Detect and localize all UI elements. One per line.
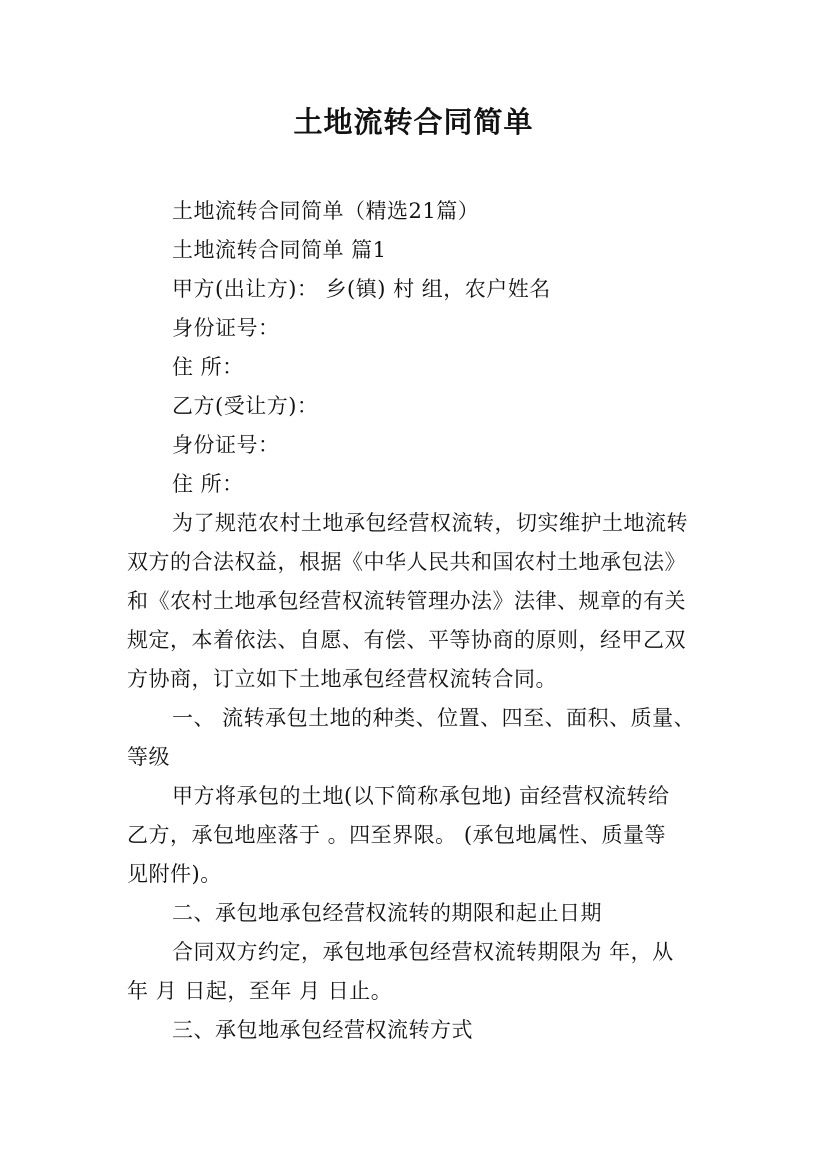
text-line: 年 月 日起，至年 月 日止。: [127, 979, 393, 1003]
text-line: 乙方，承包地座落于 。四至界限。 (承包地属性、质量等: [127, 823, 667, 847]
text-line: 合同双方约定，承包地承包经营权流转期限为 年，从: [172, 940, 674, 964]
text-line: 甲方(出让方)： 乡(镇) 村 组，农户姓名: [172, 277, 551, 301]
text-line: 规定，本着依法、自愿、有偿、平等协商的原则，经甲乙双: [127, 628, 686, 652]
text-line: 住 所：: [172, 472, 244, 496]
text-line: 方协商，订立如下土地承包经营权流转合同。: [127, 667, 557, 691]
text-line: 身份证号：: [172, 316, 280, 340]
text-line: 土地流转合同简单（精选21篇）: [172, 199, 480, 223]
text-line: 双方的合法权益，根据《中华人民共和国农村土地承包法》: [127, 550, 686, 574]
text-line: 等级: [127, 745, 170, 769]
text-line: 乙方(受让方)：: [172, 394, 319, 418]
text-line: 为了规范农村土地承包经营权流转，切实维护土地流转: [172, 511, 688, 535]
text-line: 住 所：: [172, 355, 244, 379]
text-line: 和《农村土地承包经营权流转管理办法》法律、规章的有关: [127, 589, 686, 613]
text-line: 甲方将承包的土地(以下简称承包地) 亩经营权流转给: [172, 784, 670, 808]
document-title: 土地流转合同简单: [293, 105, 534, 139]
text-line: 见附件)。: [127, 862, 222, 886]
text-line: 身份证号：: [172, 433, 280, 457]
section-heading: 三、承包地承包经营权流转方式: [172, 1018, 473, 1042]
section-heading: 一、 流转承包土地的种类、位置、四至、面积、质量、: [172, 706, 696, 730]
text-line: 土地流转合同简单 篇1: [172, 238, 387, 262]
section-heading: 二、承包地承包经营权流转的期限和起止日期: [172, 901, 602, 925]
